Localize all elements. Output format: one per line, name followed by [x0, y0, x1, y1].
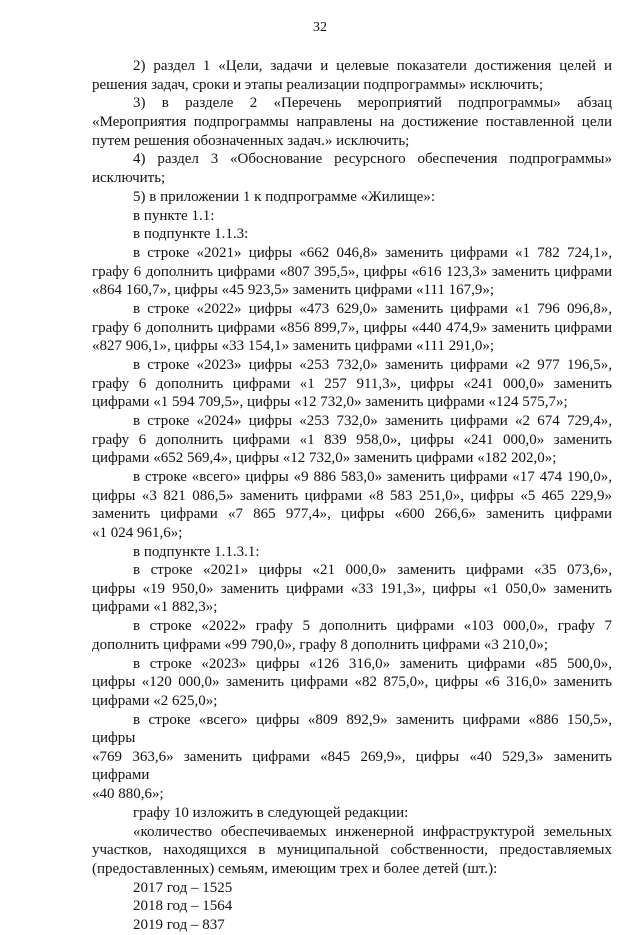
- text-line: 2018 год – 1564: [133, 898, 233, 915]
- text-line: цифры «120 000,0» заменить цифрами «82 875,0», цифры «6 316,0» заменить: [92, 674, 612, 691]
- text-line: 4) раздел 3 «Обоснование ресурсного обеспечения подпрограммы»: [133, 151, 612, 168]
- paragraph: [92, 188, 612, 207]
- text-line: цифрами «1 882,3»;: [92, 599, 218, 616]
- text-line: в строке «2023» цифры «253 732,0» заменить цифрами «2 977 196,5»,: [133, 357, 612, 373]
- text-line: 2017 год – 1525: [133, 879, 233, 896]
- paragraph: [92, 244, 612, 300]
- text-line: в строке «2022» графу 5 дополнить цифрами «103 000,0», графу 7: [133, 618, 612, 635]
- paragraph: [92, 561, 612, 617]
- text-line: исключить;: [92, 169, 166, 186]
- text-line: «40 880,6»;: [92, 785, 164, 802]
- text-line: «1 024 961,6»;: [92, 524, 183, 541]
- text-line: графу 6 дополнить цифрами «1 839 958,0», цифры «241 000,0» заменить: [92, 431, 612, 448]
- text-line: путем решения обозначенных задач.» исключить;: [92, 132, 410, 149]
- text-line: «827 906,1», цифры «33 154,1» заменить цифрами «111 291,0»;: [92, 338, 495, 355]
- paragraph: [92, 823, 612, 879]
- text-line: в строке «всего» цифры «9 886 583,0» заменить цифрами «17 474 190,0»,: [133, 468, 612, 485]
- text-line: цифрами «1 594 709,5», цифры «12 732,0» заменить цифрами «124 575,7»;: [92, 394, 568, 411]
- text-line: в пункте 1.1:: [133, 207, 215, 224]
- paragraph: [92, 57, 612, 94]
- paragraph: [92, 207, 612, 226]
- paragraph: [92, 300, 612, 356]
- text-line: 2) раздел 1 «Цели, задачи и целевые показатели достижения целей и: [133, 58, 612, 74]
- paragraph: [92, 617, 612, 654]
- text-line: в строке «2022» цифры «473 629,0» заменить цифрами «1 796 096,8»,: [133, 301, 612, 318]
- paragraph: [92, 150, 612, 187]
- text-line: в строке «2021» цифры «21 000,0» заменить цифрами «35 073,6»,: [133, 562, 612, 579]
- paragraph: [92, 804, 612, 823]
- text-line: в строке «всего» цифры «809 892,9» заменить цифрами «886 150,5», цифры: [92, 711, 612, 747]
- paragraph: [92, 916, 612, 935]
- text-line: «864 160,7», цифры «45 923,5» заменить цифрами «111 167,9»;: [92, 282, 495, 299]
- paragraph: [92, 94, 612, 150]
- paragraph: [92, 543, 612, 562]
- text-line: в строке «2021» цифры «662 046,8» заменить цифрами «1 782 724,1»,: [133, 245, 612, 262]
- document-body: [92, 57, 612, 935]
- paragraph: [92, 356, 612, 412]
- paragraph: [92, 412, 612, 468]
- text-line: «количество обеспечиваемых инженерной инфраструктурой земельных: [133, 823, 612, 840]
- text-line: графу 10 изложить в следующей редакции:: [133, 804, 409, 821]
- page-number: 32: [313, 20, 327, 35]
- text-line: цифры «3 821 086,5» заменить цифрами «8 583 251,0», цифры «5 465 229,9»: [92, 487, 612, 504]
- paragraph: [92, 468, 612, 542]
- text-line: в подпункте 1.1.3.1:: [133, 543, 260, 560]
- text-line: участков, находящихся в муниципальной собственности, предоставляемых: [92, 842, 612, 859]
- text-line: решения задач, сроки и этапы реализации подпрограммы» исключить;: [92, 76, 544, 93]
- text-line: (предоставленных) семьям, имеющим трех и более детей (шт.):: [92, 860, 498, 877]
- text-line: в строке «2023» цифры «126 316,0» заменить цифрами «85 500,0»,: [133, 655, 612, 672]
- paragraph: [92, 225, 612, 244]
- paragraph: [92, 711, 612, 804]
- text-line: цифрами «2 625,0»;: [92, 692, 218, 709]
- text-line: 5) в приложении 1 к подпрограмме «Жилище»:: [133, 188, 435, 205]
- text-line: графу 6 дополнить цифрами «1 257 911,3», цифры «241 000,0» заменить: [92, 375, 612, 392]
- text-line: «769 363,6» заменить цифрами «845 269,9», цифры «40 529,3» заменить цифрами: [92, 748, 612, 784]
- paragraph: [92, 879, 612, 898]
- text-line: графу 6 дополнить цифрами «807 395,5», цифры «616 123,3» заменить цифрами: [92, 263, 612, 280]
- text-line: дополнить цифрами «99 790,0», графу 8 дополнить цифрами «3 210,0»;: [92, 636, 549, 653]
- paragraph: [92, 897, 612, 916]
- text-line: в подпункте 1.1.3:: [133, 226, 249, 243]
- text-line: цифры «19 950,0» заменить цифрами «33 191,3», цифры «1 050,0» заменить: [92, 580, 612, 597]
- text-line: заменить цифрами «7 865 977,4», цифры «600 266,6» заменить цифрами: [92, 506, 612, 523]
- text-line: 2019 год – 837: [133, 917, 225, 934]
- text-line: цифрами «652 569,4», цифры «12 732,0» заменить цифрами «182 202,0»;: [92, 450, 557, 467]
- text-line: графу 6 дополнить цифрами «856 899,7», цифры «440 474,9» заменить цифрами: [92, 319, 612, 336]
- paragraph: [92, 655, 612, 711]
- text-line: 3) в разделе 2 «Перечень мероприятий подпрограммы» абзац: [133, 95, 612, 112]
- text-line: в строке «2024» цифры «253 732,0» заменить цифрами «2 674 729,4»,: [133, 412, 612, 429]
- text-line: «Мероприятия подпрограммы направлены на достижение поставленной цели: [92, 113, 612, 130]
